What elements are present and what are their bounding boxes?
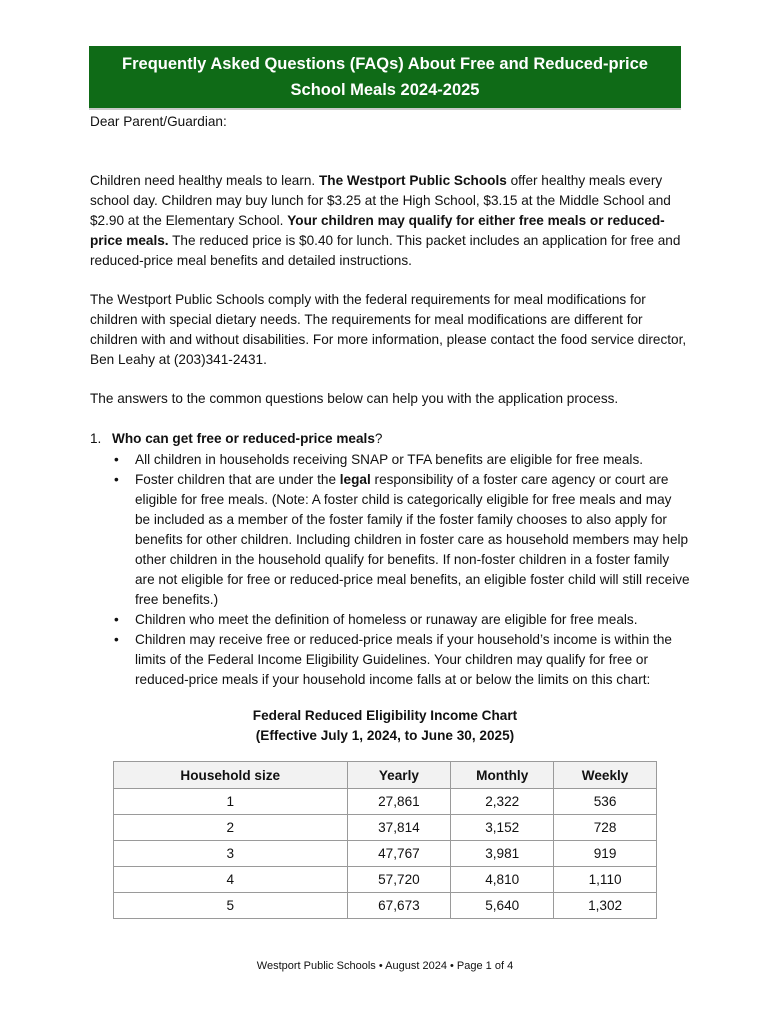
cell-yearly: 27,861 <box>347 789 451 815</box>
footer-page-number: Page 1 of 4 <box>456 960 514 972</box>
salutation: Dear Parent/Guardian: <box>90 114 227 129</box>
cell-weekly: 536 <box>554 789 657 815</box>
cell-weekly: 919 <box>554 841 657 867</box>
cell-household-size: 2 <box>114 815 348 841</box>
header-household-size: Household size <box>114 762 348 789</box>
table-row <box>114 867 657 893</box>
intro-text-3: The reduced price is $0.40 for lunch. This packet includes an application for free and reduced-price meal benefits and detailed instructions. <box>90 233 681 268</box>
cell-monthly: 5,640 <box>451 893 554 919</box>
list-item: • All children in households receiving SNAP or TFA benefits are eligible for free meals. <box>90 450 690 470</box>
faq-question-number: 1. <box>90 431 102 446</box>
table-header-row <box>114 762 657 789</box>
faq-answer-list <box>90 450 690 690</box>
footer-separator: • <box>375 960 386 972</box>
table-row <box>114 841 657 867</box>
footer-org: Westport Public Schools <box>256 960 376 972</box>
page-title-line-2: School Meals 2024-2025 <box>290 81 480 99</box>
header-weekly: Weekly <box>554 762 657 789</box>
cell-household-size: 1 <box>114 789 348 815</box>
page-title-line-1: Frequently Asked Questions (FAQs) About Free and Reduced-price <box>122 55 648 73</box>
header-monthly: Monthly <box>451 762 554 789</box>
letter-body <box>90 110 690 690</box>
cell-monthly: 3,981 <box>451 841 554 867</box>
foster-text-2: responsibility of a foster care agency or court are eligible for free meals. (Note: A foster child is categorically eligible for free meals and may be included as a member of the foster family if the foster family chooses to also apply for benefits for other children. Including children in foster care as household members may help other children in the household qualify for benefits. If non-foster children in a foster family are not eligible for free or reduced-price meal benefits, an eligible foster child will still receive free benefits.) <box>135 472 690 607</box>
dietary-paragraph: The Westport Public Schools comply with the federal requirements for meal modifications for children with special dietary needs. The requirements for meal modifications are different for children with and without disabilities. For more information, please contact the food service director, Ben Leahy at (203)341-2431. <box>90 292 687 367</box>
foster-text-1: Foster children that are under the <box>135 472 340 487</box>
cell-household-size: 5 <box>114 893 348 919</box>
intro-bold-2: Your children may qualify for either free meals or reduced-price meals. <box>90 213 665 248</box>
cell-monthly: 3,152 <box>451 815 554 841</box>
intro-bold-1: The Westport Public Schools <box>318 173 507 188</box>
list-item <box>90 470 690 610</box>
list-item: • Children may receive free or reduced-price meals if your household’s income is within the limits of the Federal Income Eligibility Guidelines. Your children may qualify for free or reduced-price meals if your household income falls at or below the limits on this chart: <box>90 630 690 690</box>
cell-household-size: 4 <box>114 867 348 893</box>
table-row <box>114 893 657 919</box>
header-yearly: Yearly <box>347 762 451 789</box>
income-chart-title <box>90 706 680 746</box>
cell-monthly: 4,810 <box>451 867 554 893</box>
income-chart-title-line-1: Federal Reduced Eligibility Income Chart <box>252 708 518 723</box>
list-item: • Children who meet the definition of homeless or runaway are eligible for free meals. <box>90 610 690 630</box>
cell-weekly: 1,110 <box>554 867 657 893</box>
intro-text-1: Children need healthy meals to learn. <box>90 173 319 188</box>
cell-household-size: 3 <box>114 841 348 867</box>
page-footer <box>0 960 770 972</box>
cell-weekly: 728 <box>554 815 657 841</box>
intro-paragraph <box>90 171 690 271</box>
cell-weekly: 1,302 <box>554 893 657 919</box>
income-eligibility-table <box>113 761 657 919</box>
faq-intro-paragraph: The answers to the common questions below can help you with the application process. <box>90 391 619 406</box>
page-title-banner <box>89 46 681 110</box>
intro-text-2: offer healthy meals every school day. Children may buy lunch for $3.25 at the High School, $3.15 at the Middle School and $2.90 at the Elementary School. <box>90 173 671 228</box>
foster-bold: legal <box>339 472 371 487</box>
cell-monthly: 2,322 <box>451 789 554 815</box>
footer-date: August 2024 <box>385 960 447 972</box>
income-chart-title-line-2: (Effective July 1, 2024, to June 30, 2025) <box>255 728 515 743</box>
table-row <box>114 815 657 841</box>
cell-yearly: 37,814 <box>347 815 451 841</box>
cell-yearly: 47,767 <box>347 841 451 867</box>
faq-question-mark: ? <box>374 431 383 446</box>
cell-yearly: 67,673 <box>347 893 451 919</box>
table-row <box>114 789 657 815</box>
faq-question-1 <box>90 429 690 449</box>
footer-separator: • <box>446 960 457 972</box>
faq-question-text: Who can get free or reduced-price meals <box>112 431 375 446</box>
cell-yearly: 57,720 <box>347 867 451 893</box>
